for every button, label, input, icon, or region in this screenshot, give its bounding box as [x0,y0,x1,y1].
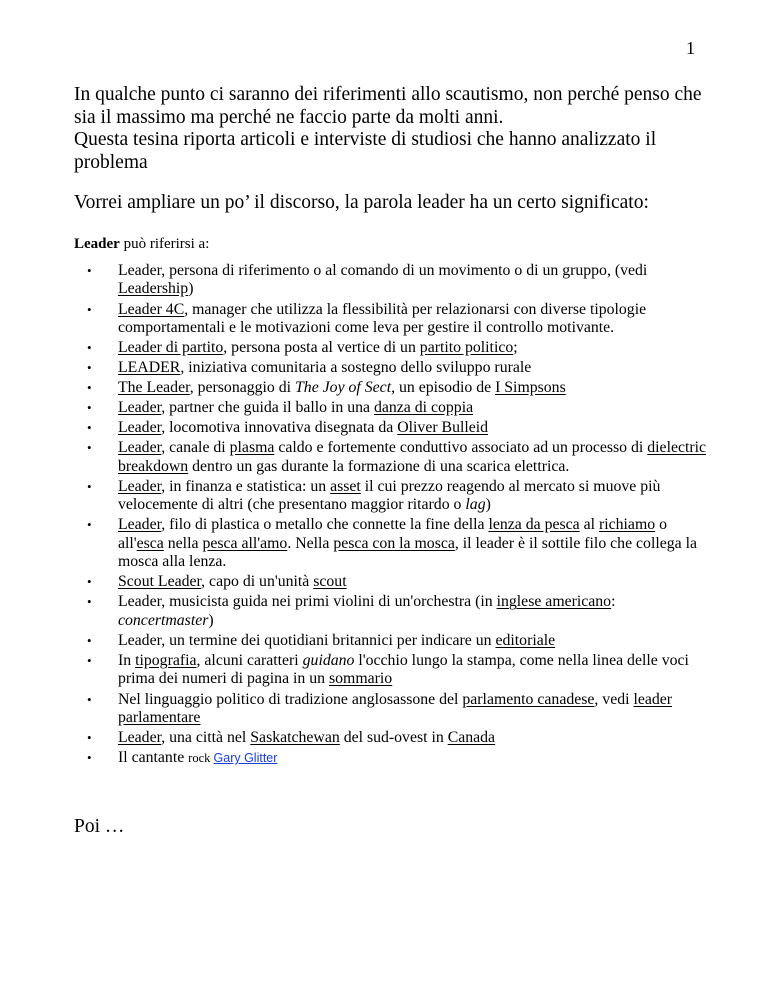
link-gary-glitter[interactable]: Gary Glitter [213,751,278,766]
list-item: • Leader, locomotiva innovativa disegnata da Oliver Bulleid [118,419,714,437]
link-saskatchewan[interactable]: Saskatchewan [250,729,340,747]
link-danza-di-coppia[interactable]: danza di coppia [373,399,474,417]
list-item: • Scout Leader, capo di un'unità scout [118,573,714,591]
link-pesca-con-la-mosca[interactable]: pesca con la mosca [333,534,455,552]
link-sommario[interactable]: sommario [329,670,393,688]
link-parlamento-canadese[interactable]: parlamento canadese [462,690,595,708]
list-item: • Leader, partner che guida il ballo in una danza di coppia [118,399,714,417]
list-item: • In tipografia, alcuni caratteri guidano l'occhio lungo la stampa, come nella linea delle voci prima dei numeri di pagina in un sommario [118,652,714,689]
list-item: • Leader, filo di plastica o metallo che connette la fine della lenza da pesca al richiamo o all'esca nella pesca all'amo. Nella pesca con la mosca, il leader è il sottile filo che collega la mosca alla lenza. [118,516,714,571]
link-editoriale[interactable]: editoriale [495,631,556,649]
link-leader-di-partito[interactable]: Leader di partito [118,339,224,356]
link-leader-locomotive[interactable]: Leader [118,419,162,437]
list-item: • LEADER, iniziativa comunitaria a sostegno dello sviluppo rurale [118,359,714,377]
link-leader-city[interactable]: Leader [118,729,162,747]
link-oliver-bulleid[interactable]: Oliver Bulleid [397,419,489,437]
list-item: • Leader, una città nel Saskatchewan del sud-ovest in Canada [118,729,714,747]
link-leader-fishing[interactable]: Leader [118,516,162,534]
link-pesca-all-amo[interactable]: pesca all'amo [202,534,288,552]
link-leader-parlamentare[interactable]: leader parlamentare [118,690,673,726]
list-item: • The Leader, personaggio di The Joy of Sect, un episodio de I Simpsons [118,379,714,397]
link-leader-plasma[interactable]: Leader [118,439,162,457]
link-scout-leader[interactable]: Scout Leader [118,573,202,591]
link-leader-initiative[interactable]: LEADER [118,359,181,377]
link-tipografia[interactable]: tipografia [135,652,197,670]
poi-text: Poi … [74,816,125,837]
link-plasma[interactable]: plasma [229,439,275,457]
link-leader-4c[interactable]: Leader 4C [118,300,185,318]
list-item: • Leader, musicista guida nei primi violini di un'orchestra (in inglese americano: concertmaster) [118,593,714,630]
link-richiamo[interactable]: richiamo [598,516,656,534]
link-leadership[interactable]: Leadership [118,280,189,298]
link-dielectric-breakdown[interactable]: dielectric breakdown [118,439,707,475]
link-leader-finance[interactable]: Leader [118,477,162,495]
definition-list [74,262,714,769]
link-the-leader[interactable]: The Leader [118,379,190,397]
list-item: • Il cantante rock Gary Glitter [118,749,714,767]
link-i-simpsons[interactable]: I Simpsons [495,379,566,397]
list-item: • Leader di partito, persona posta al vertice di un partito politico; [118,339,714,357]
list-item: • Leader 4C, manager che utilizza la flessibilità per relazionarsi con diverse tipologie comportamentali e le motivazioni come leva per gestire il controllo motivante. [118,301,714,338]
list-item: • Leader, persona di riferimento o al comando di un movimento o di un gruppo, (vedi Leadership) [118,262,714,299]
lead-bold-term: Leader [74,236,120,252]
lead-rest: può riferirsi a: [119,236,210,252]
link-canada[interactable]: Canada [447,729,496,747]
intro-paragraph [74,84,714,174]
link-partito-politico[interactable]: partito politico [419,339,514,356]
link-asset[interactable]: asset [330,477,361,495]
list-item: • Leader, in finanza e statistica: un asset il cui prezzo reagendo al mercato si muove più velocemente di altri (che presentano maggior ritardo o lag) [118,478,714,515]
link-esca[interactable]: esca [136,534,164,552]
lead-sentence [74,235,209,253]
intro-line-thesis: Questa tesina riporta articoli e interviste di studiosi che hanno analizzato il problema [74,129,657,173]
intro-line-scouting: In qualche punto ci saranno dei riferimenti allo scautismo, non perché penso che sia il massimo ma perché ne faccio parte da molti anni. [74,84,702,128]
page-number: 1 [686,38,695,58]
discourse-heading: Vorrei ampliare un po’ il discorso, la parola leader ha un certo significato: [74,192,649,213]
list-item: • Nel linguaggio politico di tradizione anglosassone del parlamento canadese, vedi leader parlamentare [118,691,714,728]
link-scout[interactable]: scout [313,573,347,591]
link-inglese-americano[interactable]: inglese americano [496,593,612,611]
link-leader-dance[interactable]: Leader [118,399,162,417]
list-item: • Leader, un termine dei quotidiani britannici per indicare un editoriale [118,632,714,650]
link-lenza-da-pesca[interactable]: lenza da pesca [488,516,580,534]
list-item: • Leader, canale di plasma caldo e fortemente conduttivo associato ad un processo di dielectric breakdown dentro un gas durante la formazione di una scarica elettrica. [118,439,714,476]
